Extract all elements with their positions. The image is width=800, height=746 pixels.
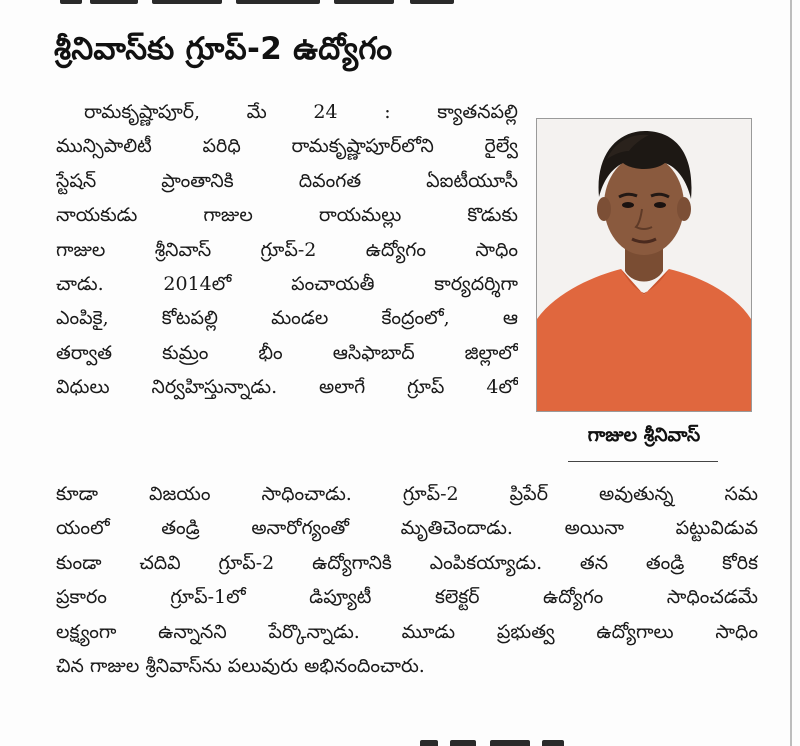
body-line: చిన గాజుల శ్రీనివాస్‌ను పలువురు అభినందించారు. [56,654,425,677]
photo-caption: గాజుల శ్రీనివాస్‌ [587,424,701,446]
body-line: స్టేషన్‌ ప్రాంతానికి దివంగత ఏఐటీయూసీ [56,169,518,192]
body-line: చాడు. 2014లో పంచాయతీ కార్యదర్శిగా [56,272,518,295]
body-line: యంలో తండ్రి అనారోగ్యంతో మృతిచెందాడు. అయినా పట్టువిడువ [56,517,758,540]
body-line: ప్రకారం గ్రూప్‌-1లో డిప్యూటీ కలెక్టర్‌ ఉద్యోగం సాధించడమే [56,586,758,609]
caption-underline [568,461,718,462]
person-portrait-icon [537,119,751,411]
body-line: ఎంపికై, కోటపల్లి మండల కేంద్రంలో, ఆ [56,307,518,330]
article-headline: శ్రీనివాస్‌కు గ్రూప్‌-2 ఉద్యోగం [54,31,393,67]
body-line: తర్వాత కుమ్రం భీం ఆసిఫాబాద్‌ జిల్లాలో [56,341,518,364]
body-line: మున్సిపాలిటీ పరిధి రామకృష్ణాపూర్‌లోని రైల్వే [56,135,518,158]
body-line: రామకృష్ణాపూర్‌, మే 24 : క్యాతనపల్లి [84,101,518,123]
body-line: గాజుల శ్రీనివాస్‌ గ్రూప్‌-2 ఉద్యోగం సాధిం [56,238,518,261]
article-body-column [56,95,518,405]
body-line: కూడా విజయం సాధించాడు. గ్రూప్‌-2 ప్రిపేర్‌ అవుతున్న సమ [56,483,758,505]
cropped-next-line [420,738,620,746]
body-line: విధులు నిర్వహిస్తున్నాడు. అలాగే గ్రూప్‌ 4లో [56,376,518,399]
column-divider [790,0,792,746]
body-line: లక్ష్యంగా ఉన్నానని పేర్కొన్నాడు. మూడు ప్రభుత్వ ఉద్యోగాలు సాధిం [56,620,758,643]
body-line: కుండా చదివి గ్రూప్‌-2 ఉద్యోగానికి ఎంపికయ్యాడు. తన తండ్రి కోరిక [56,551,758,574]
body-line: నాయకుడు గాజుల రాయమల్లు కొడుకు [56,204,518,227]
article-body-full-width [56,477,758,683]
portrait-photo [536,118,752,412]
cropped-previous-line [60,0,560,8]
